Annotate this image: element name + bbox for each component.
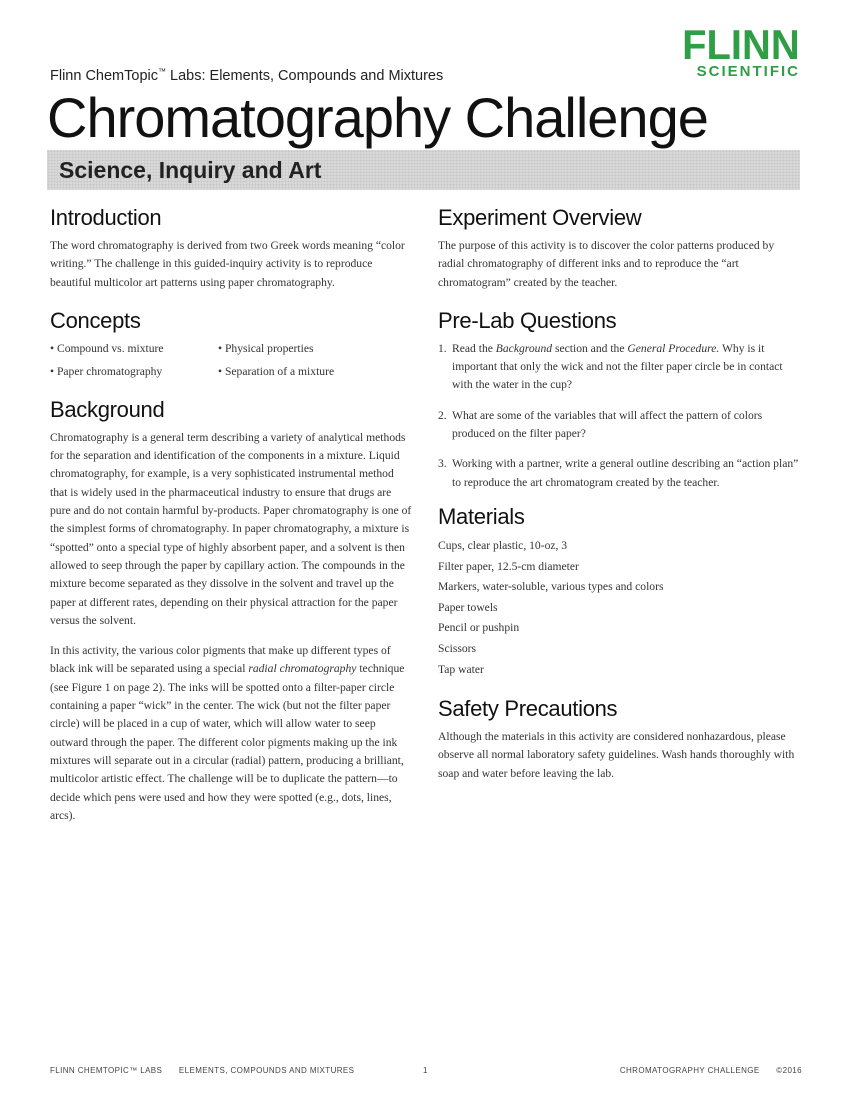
material-item: Pencil or pushpin xyxy=(438,621,520,635)
prelab-question-2 xyxy=(438,407,802,444)
material-item: Paper towels xyxy=(438,600,498,614)
overview-text: The purpose of this activity is to discover the color patterns produced by radial chromatography of different inks and to reproduce the “art chromatogram” created by the teacher. xyxy=(438,239,775,289)
q1-part: Why is it important that only the wick and not the filter paper circle be in contact with the water in the cup? xyxy=(452,341,783,392)
material-item: Cups, clear plastic, 10-oz, 3 xyxy=(438,538,568,552)
prelab-question-3 xyxy=(438,455,802,492)
footer-title: CHROMATOGRAPHY CHALLENGE xyxy=(619,1066,760,1075)
subtitle: Science, Inquiry and Art xyxy=(59,157,322,183)
material-item: Filter paper, 12.5-cm diameter xyxy=(438,559,579,573)
question-number: 3. xyxy=(438,457,447,471)
radial-chromatography-term: radial chromatography xyxy=(248,662,357,676)
concepts-heading: Concepts xyxy=(50,307,141,333)
question-text xyxy=(452,340,802,395)
left-column xyxy=(50,205,412,841)
footer-unit: ELEMENTS, COMPOUNDS AND MIXTURES xyxy=(178,1066,355,1075)
background-p2-end: technique (see Figure 1 on page 2). The inks will be spotted onto a filter-paper circle containing a paper “wick” in the center. The wick (but not the filter paper circle) will be placed in a cup of water, which will allow water to seep outward through the paper. The different color pigments making up the ink mixtures will separate out in a circular (radial) pattern, producing a brilliant, multicolor artistic effect. The challenge will be to duplicate the pattern—to decide which pens were used and how they were spotted (e.g., dots, lines, arcs). xyxy=(50,662,405,822)
background-paragraph-1: Chromatography is a general term describing a variety of analytical methods for the separation and identification of the components in a mixture. Liquid chromatography, for example, is a very sophisticated instrumental method that is widely used in the pharmaceutical industry to ensure that drugs are pure and do not contain harmful by-products. Paper chromatography is one of the simplest forms of chromatography. In paper chromatography, a mixture is “spotted” onto a special type of highly absorbent paper, and a solvent is then allowed to seep through the paper by capillary action. The compounds in the mixture become separated as they dissolve in the solvent and travel up the paper at different rates, depending on their physical attraction for the paper versus the solvent. xyxy=(50,430,412,627)
series-name: Flinn ChemTopic xyxy=(50,67,158,84)
question-number: 1. xyxy=(438,341,447,355)
safety-heading: Safety Precautions xyxy=(438,696,618,722)
overview-section xyxy=(438,205,802,292)
concept-item: • Paper chromatography xyxy=(50,364,163,378)
introduction-text: The word chromatography is derived from two Greek words meaning “color writing.” The challenge in this guided-inquiry activity is to reproduce beautiful multicolor art patterns using paper chromatography. xyxy=(50,239,405,289)
page-number: 1 xyxy=(423,1066,428,1075)
series-rest: Labs: Elements, Compounds and Mixtures xyxy=(166,67,444,84)
concepts-section xyxy=(50,308,412,381)
concept-item: • Compound vs. mixture xyxy=(50,341,164,355)
prelab-section xyxy=(438,308,802,492)
logo-scientific: SCIENTIFIC xyxy=(696,63,800,80)
materials-heading: Materials xyxy=(438,503,525,529)
material-item: Tap water xyxy=(438,662,484,676)
subtitle-band xyxy=(47,150,800,190)
footer-series: FLINN CHEMTOPIC™ LABS xyxy=(50,1066,163,1075)
background-p2-start: In this activity, the various color pigments that make up different types of black ink will be separated using a special xyxy=(50,644,391,676)
background-section xyxy=(50,397,412,825)
page-title: Chromatography Challenge xyxy=(47,86,708,149)
q1-part: section and the xyxy=(552,341,628,355)
introduction-heading: Introduction xyxy=(50,205,162,230)
question-text: What are some of the variables that will affect the pattern of colors produced on the filter paper? xyxy=(452,408,763,441)
right-column xyxy=(438,205,802,799)
trademark: ™ xyxy=(158,67,166,76)
q1-background-ref: Background xyxy=(495,341,553,355)
introduction-section xyxy=(50,205,412,292)
safety-text: Although the materials in this activity are considered nonhazardous, please observe all normal laboratory safety guidelines. Wash hands thoroughly with soap and water before leaving the lab. xyxy=(438,730,795,780)
prelab-question-1 xyxy=(438,340,802,395)
background-paragraph-2 xyxy=(50,642,412,825)
materials-section xyxy=(438,504,802,680)
footer-right xyxy=(620,1066,802,1075)
concept-item: • Separation of a mixture xyxy=(218,364,335,378)
question-number: 2. xyxy=(438,408,447,422)
concept-item: • Physical properties xyxy=(218,341,314,355)
footer-copyright: ©2016 xyxy=(776,1066,802,1075)
material-item: Markers, water-soluble, various types and colors xyxy=(438,580,664,594)
materials-list xyxy=(438,536,802,680)
series-line xyxy=(50,67,443,84)
flinn-scientific-logo xyxy=(676,21,800,80)
overview-heading: Experiment Overview xyxy=(438,205,642,230)
footer-left xyxy=(50,1066,354,1075)
question-text: Working with a partner, write a general outline describing an “action plan” to reproduce the art chromatogram created by the teacher. xyxy=(452,457,799,489)
prelab-list xyxy=(438,340,802,492)
safety-section xyxy=(438,696,802,783)
concepts-list xyxy=(50,340,412,381)
q1-procedure-ref: General Procedure. xyxy=(627,341,720,355)
background-heading: Background xyxy=(50,396,165,422)
prelab-heading: Pre-Lab Questions xyxy=(438,307,617,333)
q1-part: Read the xyxy=(452,341,496,355)
logo-flinn: FLINN xyxy=(682,21,800,68)
material-item: Scissors xyxy=(438,641,477,655)
